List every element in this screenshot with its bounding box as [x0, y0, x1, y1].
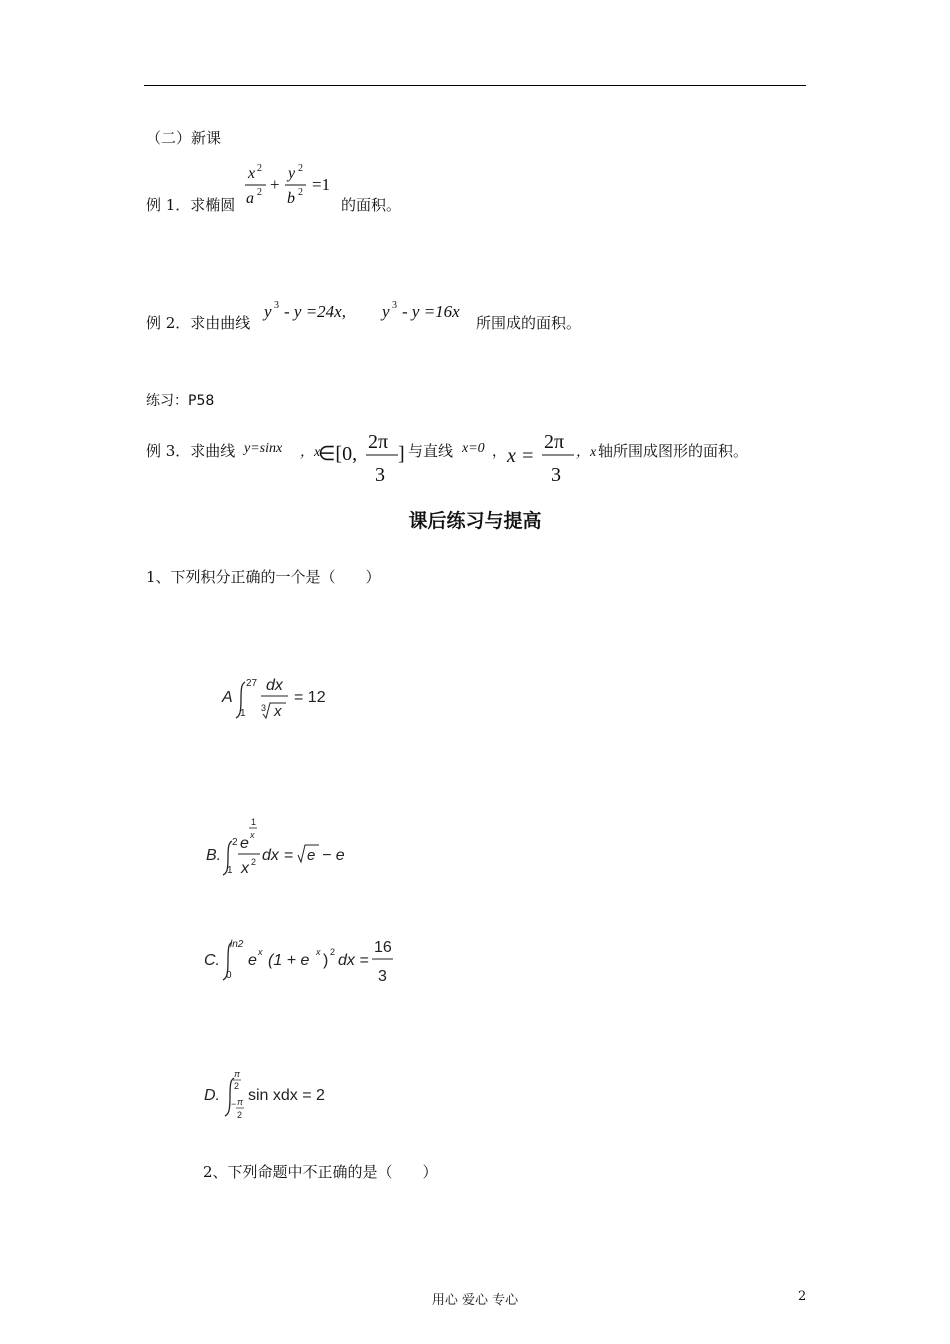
opt-d-low-den: 2	[237, 1110, 243, 1120]
opt-b-equals: =	[284, 847, 294, 864]
x-eq-num: 2π	[544, 431, 565, 453]
opt-c-body3: )	[323, 952, 329, 969]
question1-text: 1、下列积分正确的一个是（ ）	[146, 568, 381, 586]
example1-suffix: 的面积。	[341, 196, 402, 214]
eq2-exp2: 3	[392, 300, 397, 311]
opt-d-up-den: 2	[234, 1081, 240, 1091]
eq2-rest2: - y =16x	[402, 302, 460, 321]
ellipse-equation	[242, 158, 342, 212]
example3-mid: 与直线	[408, 442, 454, 460]
practice-note: 练习：P58	[146, 393, 215, 409]
exercise-heading: 课后练习与提高	[408, 510, 542, 532]
opt-b-dx: dx	[262, 847, 279, 864]
example3-comma-x: ，x	[300, 445, 321, 460]
opt-d-up-num: π	[234, 1069, 241, 1079]
opt-a-rhs: = 12	[294, 689, 326, 706]
opt-c-lower: 0	[226, 970, 232, 981]
opt-b-den: x	[241, 860, 249, 877]
opt-b-base: e	[240, 835, 249, 852]
opt-b-lower: 1	[227, 865, 233, 876]
opt-b-upper: 2	[232, 837, 238, 848]
opt-a-root-index: 3	[261, 703, 267, 713]
opt-b-exp-num: 1	[251, 817, 257, 827]
example3-prefix: 例 3．求曲线	[146, 442, 236, 460]
interval-frac-num: 2π	[368, 431, 389, 453]
opt-c-frac-num: 16	[374, 939, 392, 956]
eq2-y2: y	[382, 302, 390, 321]
eq1-x: x	[248, 165, 256, 182]
opt-d-body: sin xdx = 2	[248, 1087, 325, 1104]
opt-a-radicand: x	[274, 703, 282, 720]
example2-prefix: 例 2．求由曲线	[146, 314, 251, 332]
eq1-exp1: 2	[257, 163, 262, 174]
interval-expression	[318, 426, 412, 488]
eq1-b: b	[287, 190, 295, 207]
example3-comma2: ，	[492, 445, 506, 460]
opt-d-low-num: π	[237, 1097, 244, 1107]
opt-c-sup1: x	[258, 947, 263, 957]
opt-a-upper: 27	[246, 678, 258, 689]
opt-a-label: A	[222, 689, 233, 706]
example3-curve: y=sinx	[244, 441, 283, 456]
interval-frac-den: 3	[375, 464, 385, 486]
eq1-exp2: 2	[257, 187, 262, 198]
x-equals-expression	[504, 426, 580, 488]
option-c-integral	[204, 932, 404, 988]
header-rule	[144, 85, 806, 86]
opt-b-den-exp: 2	[251, 857, 257, 867]
eq1-plus: +	[270, 175, 280, 194]
example3-line: x=0	[462, 441, 485, 456]
interval-close: ]	[398, 443, 405, 465]
eq1-exp3: 2	[298, 163, 303, 174]
option-a-integral	[220, 672, 340, 726]
opt-a-num: dx	[266, 677, 283, 694]
opt-d-label: D.	[204, 1087, 220, 1104]
x-eq-den: 3	[551, 464, 561, 486]
example3-comma3: ，x	[576, 445, 597, 460]
opt-c-body1: e	[248, 952, 257, 969]
opt-c-body2: (1 + e	[268, 952, 310, 969]
example2-suffix: 所围成的面积。	[476, 314, 582, 332]
opt-c-sq: 2	[330, 947, 336, 957]
eq1-y: y	[288, 165, 296, 182]
opt-b-rhs-root: e	[307, 847, 316, 864]
eq1-a: a	[246, 190, 254, 207]
eq2-rest1: - y =24x,	[284, 302, 346, 321]
eq1-eq1: =1	[312, 175, 331, 194]
opt-c-label: C.	[204, 952, 220, 969]
example1-prefix: 例 1．求椭圆	[146, 196, 236, 214]
interval-open: ∈[0,	[318, 443, 358, 465]
page-number: 2	[798, 1289, 807, 1304]
opt-d-low-sign: −	[231, 1099, 237, 1109]
curves-equation	[260, 296, 476, 326]
example3-suffix: 轴所围成图形的面积。	[598, 442, 749, 460]
opt-c-upper: ln2	[230, 939, 244, 950]
opt-b-exp-den: x	[250, 830, 255, 840]
x-eq-label: x =	[507, 445, 535, 467]
opt-c-sup2: x	[316, 947, 321, 957]
opt-c-frac-den: 3	[378, 968, 387, 985]
opt-a-lower: 1	[240, 708, 246, 719]
footer-center: 用心 爱心 专心	[431, 1293, 519, 1308]
option-b-integral	[204, 815, 364, 881]
opt-b-label: B.	[206, 847, 222, 864]
section-title: （二）新课	[146, 129, 222, 147]
opt-b-rhs: − e	[322, 847, 345, 864]
eq2-y1: y	[264, 302, 272, 321]
eq2-exp1: 3	[274, 300, 279, 311]
option-d-integral	[204, 1068, 344, 1128]
question2-text: 2、下列命题中不正确的是（ ）	[203, 1163, 438, 1181]
opt-c-dx: dx =	[338, 952, 369, 969]
eq1-exp4: 2	[298, 187, 303, 198]
